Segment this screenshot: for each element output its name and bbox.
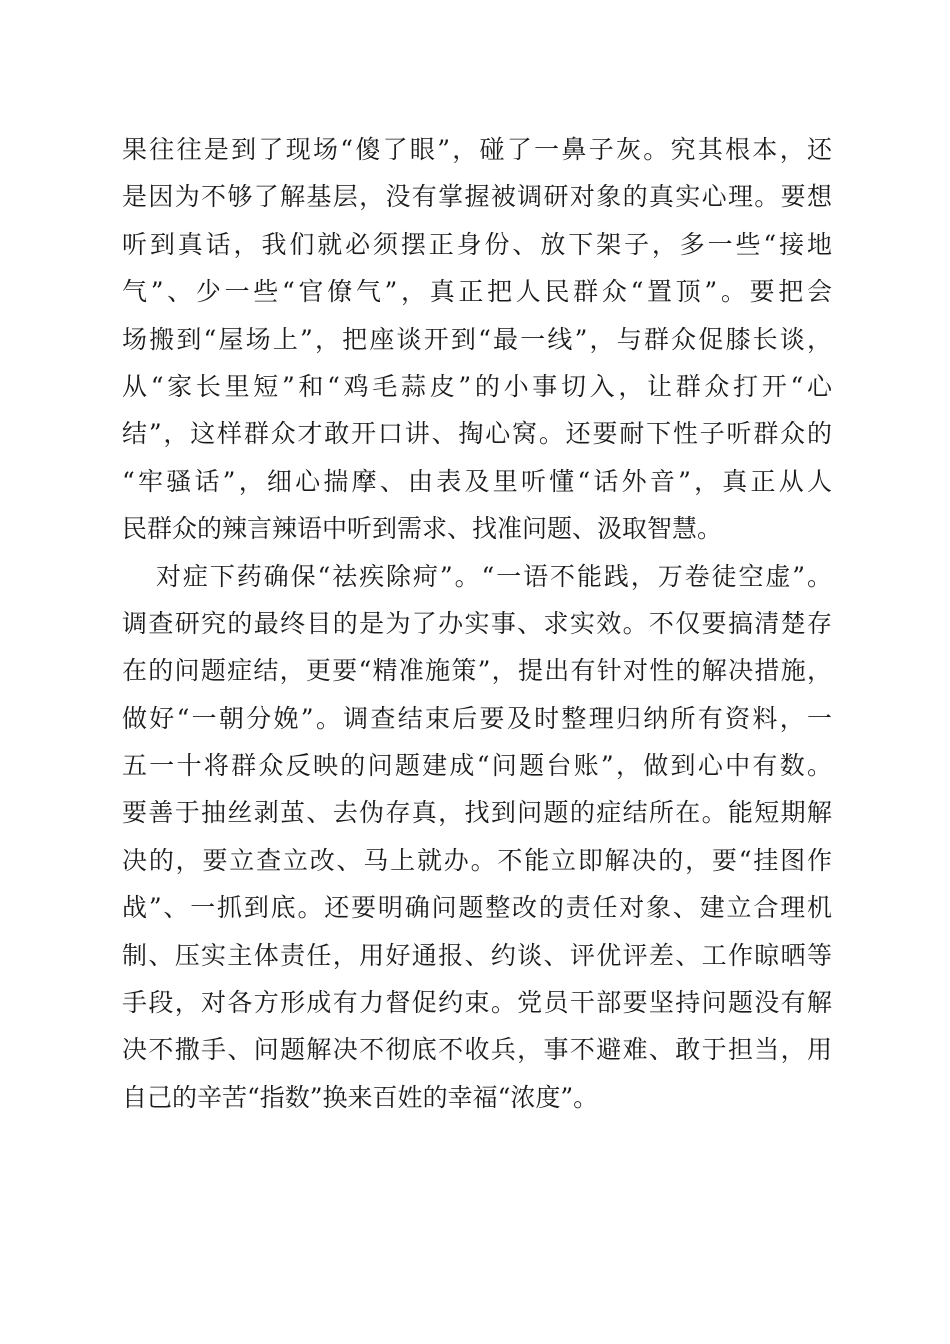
text-line: 五一十将群众反映的问题建成“问题台账”，做到心中有数。 [122,751,832,781]
text-line: 果往往是到了现场“傻了眼”，碰了一鼻子灰。究其根本，还 [122,135,832,164]
text-line: 在的问题症结，更要“精准施策”，提出有针对性的解决措施， [122,656,832,686]
text-line: 场搬到“屋场上”，把座谈开到“最一线”，与群众促膝长谈， [122,324,832,354]
text-line: 手段，对各方形成有力督促约束。党员干部要坚持问题没有解 [122,988,832,1018]
text-line: 是因为不够了解基层，没有掌握被调研对象的真实心理。要想 [122,182,832,212]
text-line: 战”、一抓到底。还要明确问题整改的责任对象、建立合理机 [122,893,832,923]
text-line: 制、压实主体责任，用好通报、约谈、评优评差、工作晾晒等 [122,940,832,970]
text-line: 气”、少一些“官僚气”，真正把人民群众“置顶”。要把会 [122,277,832,307]
text-line: 从“家长里短”和“鸡毛蒜皮”的小事切入，让群众打开“心 [122,371,832,401]
text-line: 调查研究的最终目的是为了办实事、求实效。不仅要搞清楚存 [122,608,832,638]
text-line: 结”，这样群众才敢开口讲、掏心窝。还要耐下性子听群众的 [122,419,832,449]
text-line: “牢骚话”，细心揣摩、由表及里听懂“话外音”，真正从人 [122,466,832,496]
text-line: 做好“一朝分娩”。调查结束后要及时整理归纳所有资料，一 [122,703,832,733]
text-line: 要善于抽丝剥茧、去伪存真，找到问题的症结所在。能短期解 [122,798,832,828]
text-line: 自己的辛苦“指数”换来百姓的幸福“浓度”。 [122,1082,599,1112]
paragraph-heading-line: 对症下药确保“祛疾除疴”。“一语不能践，万卷徒空虚”。 [156,561,832,591]
text-line: 听到真话，我们就必须摆正身份、放下架子，多一些“接地 [122,229,832,259]
text-line: 决不撒手、问题解决不彻底不收兵，事不避难、敢于担当，用 [122,1035,832,1065]
text-line: 决的，要立查立改、马上就办。不能立即解决的，要“挂图作 [122,845,832,875]
text-line: 民群众的辣言辣语中听到需求、找准问题、汲取智慧。 [122,514,723,544]
body-text [122,126,832,1121]
